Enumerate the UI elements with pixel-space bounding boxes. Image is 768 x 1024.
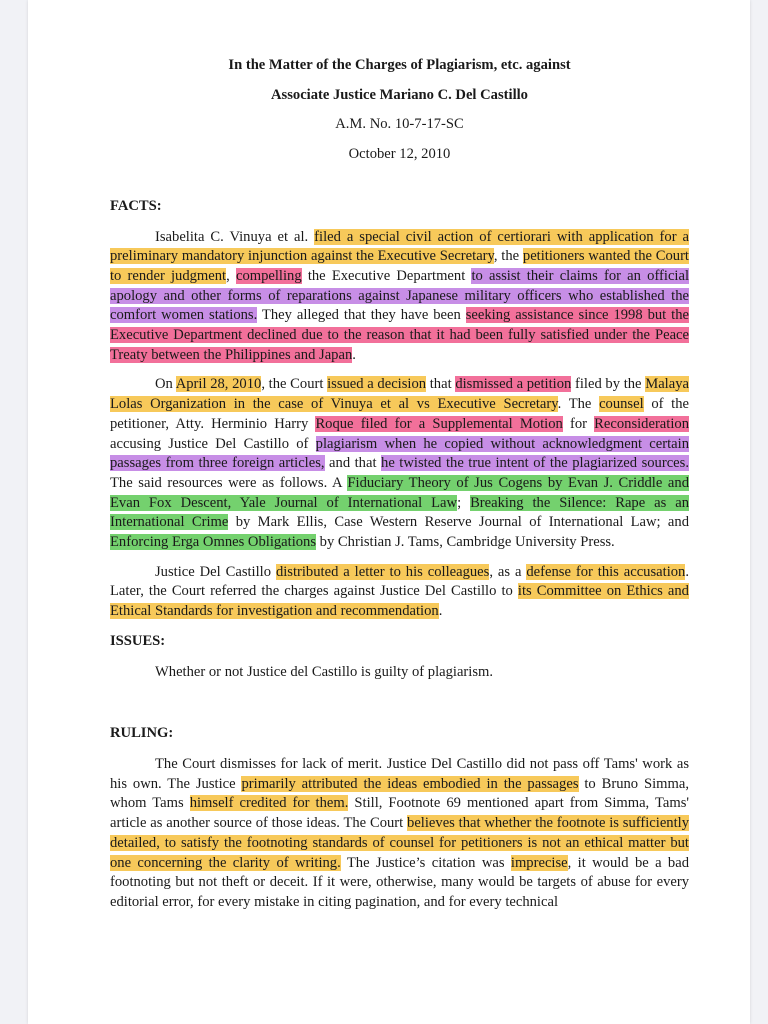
document-page <box>28 0 750 1024</box>
issues-heading: ISSUES: <box>110 632 166 649</box>
highlighted-text: issued a decision <box>327 376 427 393</box>
highlighted-text: Enforcing Erga Omnes Obligations <box>110 534 317 551</box>
ruling-paragraph <box>110 755 689 913</box>
text-run: and that <box>324 455 382 472</box>
title-line-1: In the Matter of the Charges of Plagiarism, etc. against <box>228 57 571 73</box>
text-run: , it would be a bad footnoting but not theft or deceit. If it were, otherwise, many would be targets of abuse for every editorial error, for every mistake in citing pagination, and for every technical <box>110 854 689 910</box>
highlighted-text: to assist their claims for an official apology and other forms of reparations against Japanese military officers who established the comfort women stations. <box>110 267 690 324</box>
text-run: , <box>226 267 236 284</box>
text-run: . The <box>557 396 600 413</box>
highlighted-text: believes that whether the footnote is sufficiently detailed, to satisfy the footnoting standards of counsel for petitioners is not an ethical matter but one concerning the clarity of writing. <box>110 815 689 871</box>
highlighted-text: April 28, 2010 <box>175 376 262 393</box>
text-run: . <box>352 346 356 363</box>
facts-paragraph-3 <box>110 563 689 622</box>
text-run: They alleged that they have been <box>257 307 466 324</box>
highlighted-text: Roque filed for a Supplemental Motion <box>315 415 563 432</box>
text-run: . <box>438 603 443 620</box>
highlighted-text: its Committee on Ethics and Ethical Standards for investigation and recommendation <box>110 583 689 620</box>
text-run: to Bruno Simma, whom Tams <box>110 775 689 812</box>
highlighted-text: primarily attributed the ideas embodied in the passages <box>241 775 579 792</box>
text-run: The Justice’s citation was <box>340 854 511 871</box>
text-run: , the <box>493 248 523 265</box>
text-run: The said resources were as follows. A <box>110 474 348 491</box>
text-run: Isabelita C. Vinuya et al. <box>155 228 315 245</box>
highlighted-text: seeking assistance since 1998 but the Executive Department declined due to the reason that it had been fully satisfied under the Peace Treaty between the Philippines and Japan <box>110 307 689 363</box>
highlighted-text: himself credited for them. <box>189 795 349 812</box>
highlighted-text: petitioners wanted the Court to render judgment <box>110 248 689 284</box>
highlighted-text: imprecise <box>510 854 568 871</box>
highlighted-text: compelling <box>235 267 302 284</box>
text-run: the Executive Department <box>301 267 472 284</box>
text-run: filed by the <box>571 376 646 393</box>
text-run: ; <box>457 494 471 511</box>
text-run: , the Court <box>261 376 328 393</box>
highlighted-text: Breaking the Silence: Rape as an International Crime <box>110 494 689 531</box>
text-run: Still, Footnote 69 mentioned apart from Simma, Tams' article as another source of those ideas. The Court <box>110 795 689 832</box>
text-run: The Court dismisses for lack of merit. Justice Del Castillo did not pass off Tams' work as his own. The Justice <box>110 755 689 792</box>
text-run: , as a <box>489 563 527 580</box>
facts-paragraph-2 <box>110 375 689 552</box>
text-run: by Christian J. Tams, Cambridge University Press. <box>316 534 615 551</box>
text-run: by Mark Ellis, Case Western Reserve Journal of International Law; and <box>228 514 689 531</box>
decision-date: October 12, 2010 <box>348 146 451 163</box>
highlighted-text: distributed a letter to his colleagues <box>275 563 490 580</box>
facts-heading: FACTS: <box>110 197 162 214</box>
ruling-heading: RULING: <box>110 725 174 742</box>
highlighted-text: Malaya Lolas Organization in the case of Vinuya et al vs Executive Secretary <box>110 376 689 413</box>
title-line-2: Associate Justice Mariano C. Del Castillo <box>271 86 528 103</box>
case-number: A.M. No. 10-7-17-SC <box>335 116 464 133</box>
highlighted-text: Reconsideration <box>594 415 689 432</box>
text-run: . Later, the Court referred the charges against Justice Del Castillo to <box>110 563 690 600</box>
text-run: Justice Del Castillo <box>155 563 276 580</box>
issue-text: Whether or not Justice del Castillo is guilty of plagiarism. <box>155 663 494 680</box>
facts-paragraph-1 <box>110 228 689 366</box>
highlighted-text: counsel <box>599 396 644 413</box>
highlighted-text: he twisted the true intent of the plagiarized sources. <box>381 455 689 472</box>
highlighted-text: filed a special civil action of certiorari with application for a preliminary mandatory injunction against the Executive Secretary <box>110 228 689 265</box>
text-run: for <box>562 415 595 432</box>
highlighted-text: defense for this accusation <box>526 563 686 580</box>
highlighted-text: Fiduciary Theory of Jus Cogens by Evan J. Criddle and Evan Fox Descent, Yale Journal of International Law <box>110 474 689 511</box>
text-run: On <box>155 376 176 393</box>
text-run: of the petitioner, Atty. Herminio Harry <box>110 396 689 432</box>
text-run: that <box>426 376 456 393</box>
highlighted-text: plagiarism when he copied without acknowledgment certain passages from three foreign articles, <box>110 435 690 472</box>
highlighted-text: dismissed a petition <box>455 376 572 393</box>
document-content <box>110 56 689 923</box>
text-run: accusing Justice Del Castillo of <box>110 435 316 452</box>
